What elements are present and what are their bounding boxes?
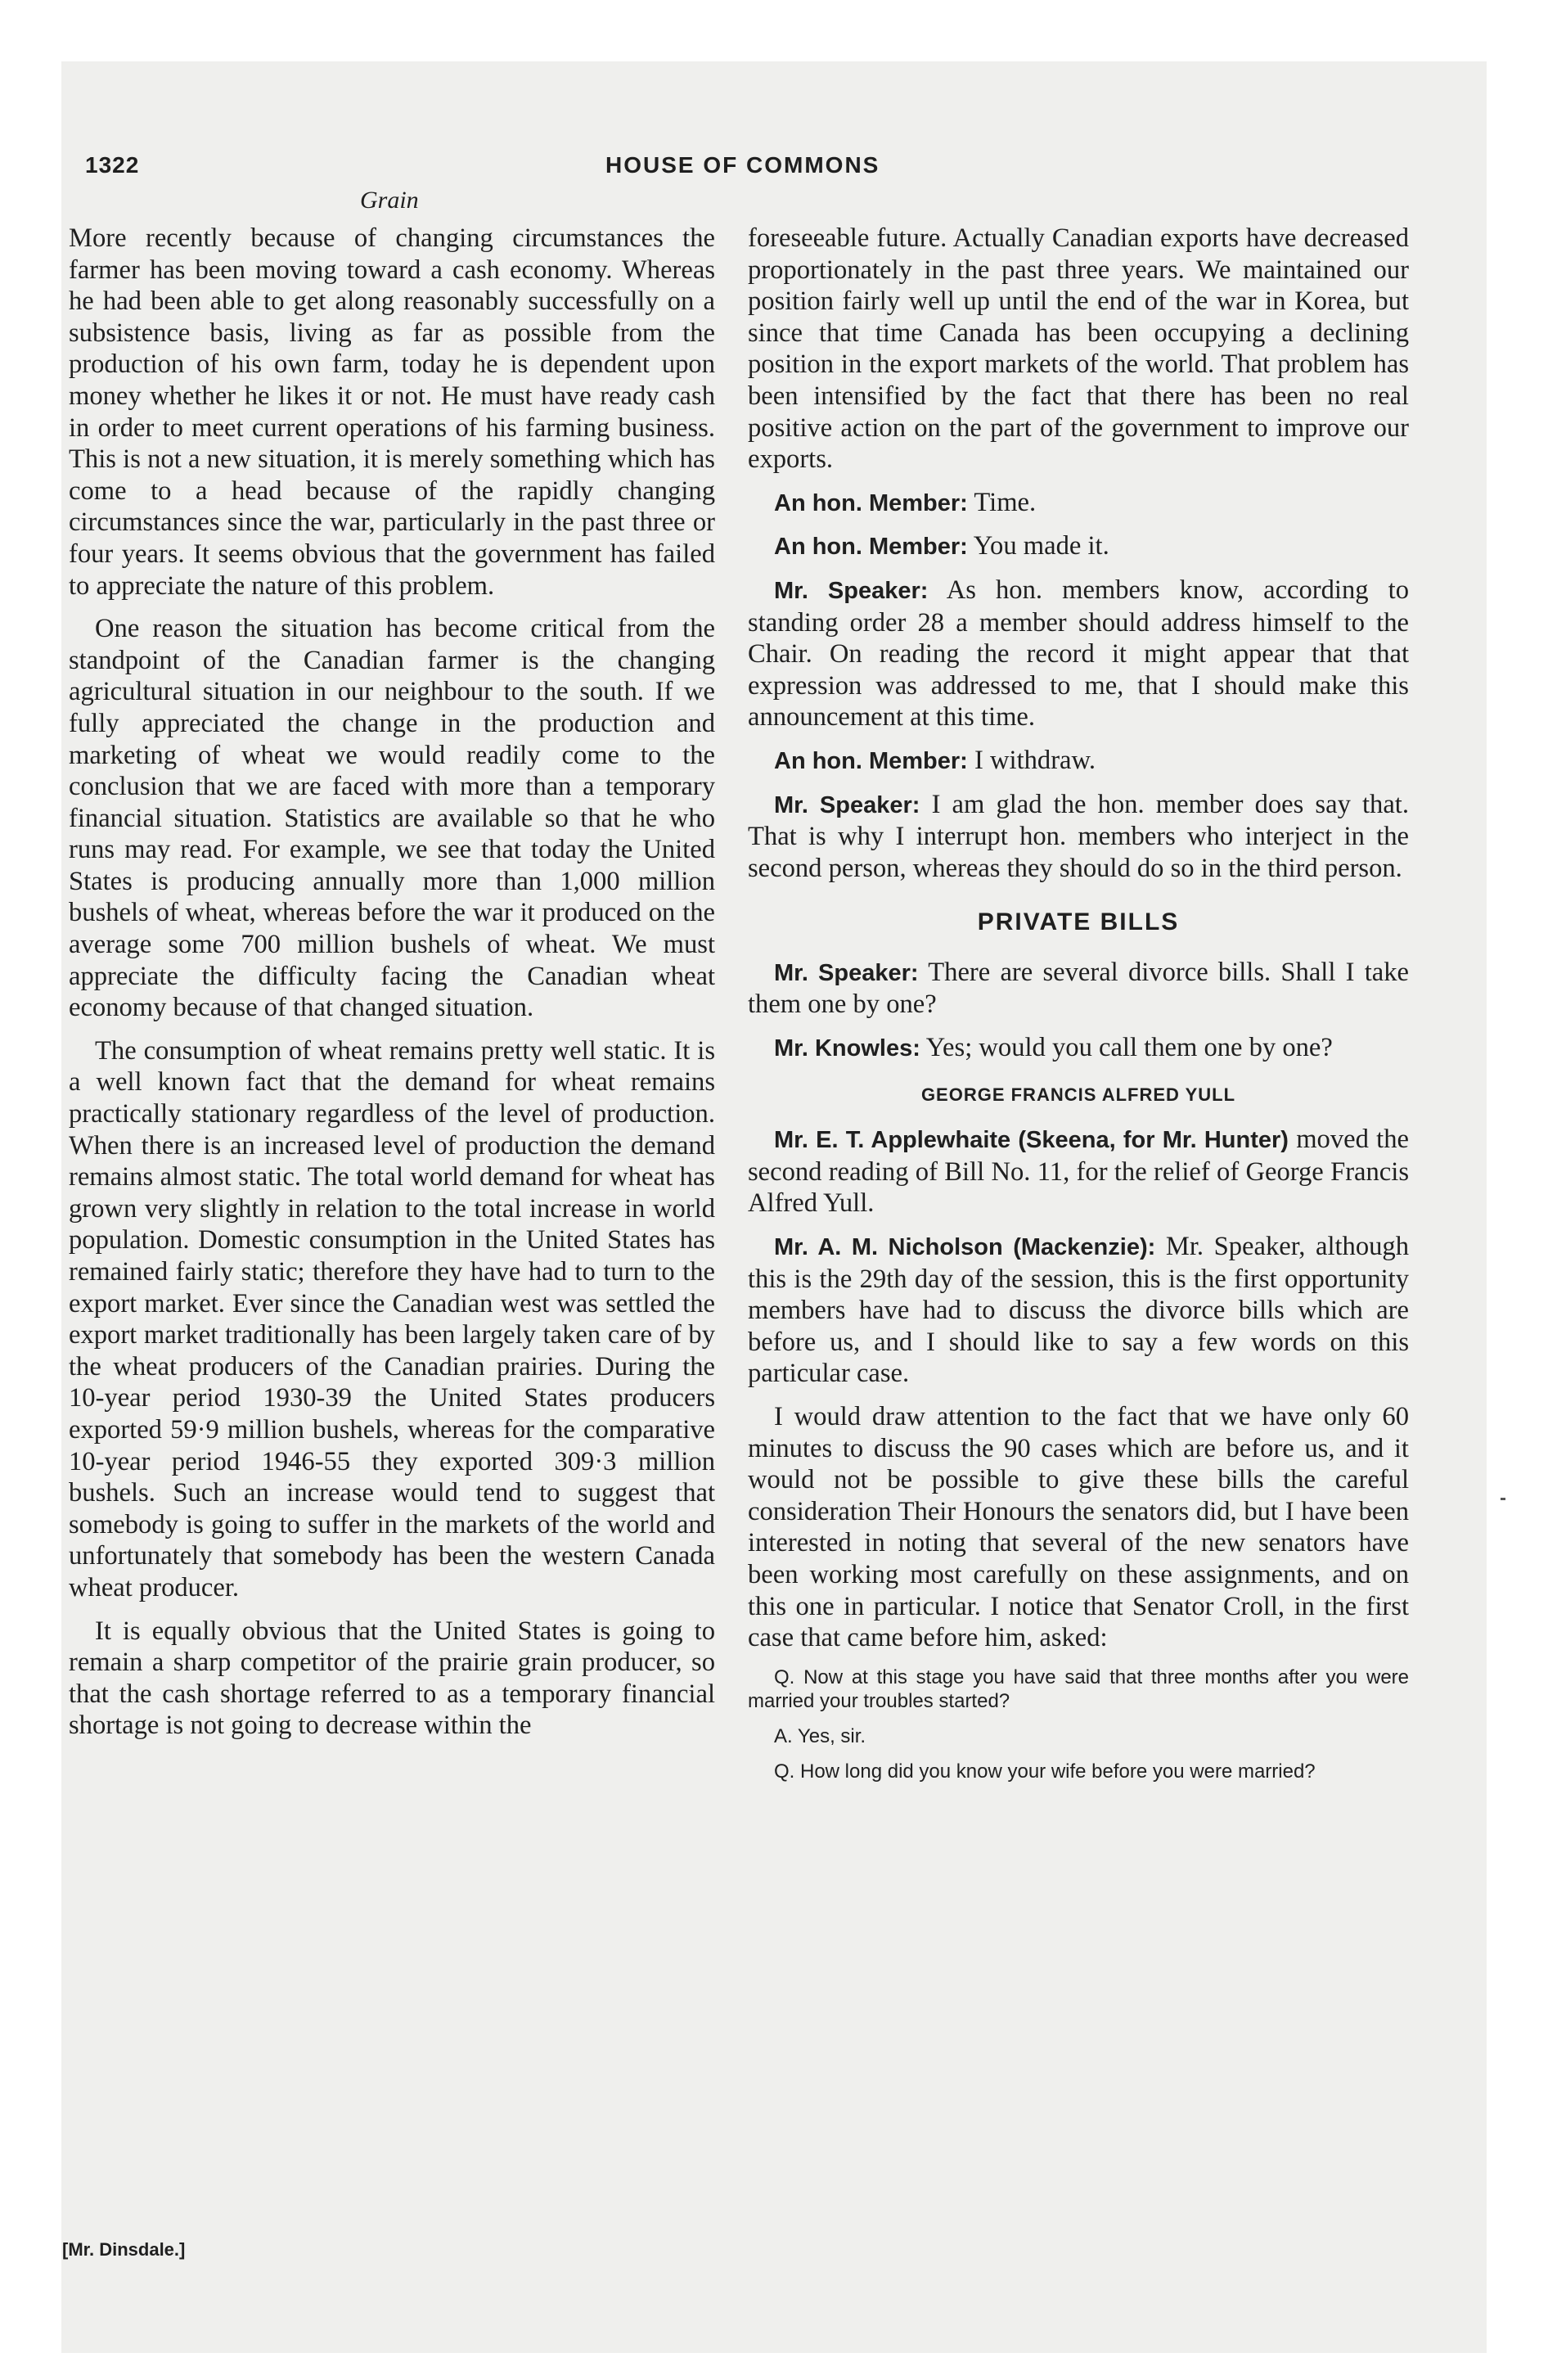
speech [748, 1124, 1409, 1219]
page-title: HOUSE OF COMMONS [605, 152, 880, 178]
paragraph: More recently because of changing circumstances the farmer has been moving toward a cash economy. Whereas he had been able to get along reasonably successfully on a subsistence basis, living as far as possible from the production of his own farm, today he is dependent upon money whether he likes it or not. He must have ready cash in order to meet current operations of his farming business. This is not a new situation, it is merely something which has come to a head because of the rapidly changing circumstances since the war, particularly in the past three or four years. It seems obvious that the government has failed to appreciate the nature of this problem. [69, 223, 715, 601]
speech [748, 487, 1409, 520]
speaker-name: Mr. Speaker: [774, 959, 919, 986]
running-subject: Grain [360, 187, 419, 214]
speaker-name: An hon. Member: [774, 747, 968, 774]
paragraph: One reason the situation has become critical from the standpoint of the Canadian farmer is the changing agricultural situation in our neighbour to the south. If we fully appreciated the change in the production and marketing of wheat we would readily come to the conclusion that we are faced with more than a temporary financial situation. Statistics are available so that he who runs may read. For example, we see that today the United States is producing annually more than 1,000 million bushels of wheat, whereas before the war it produced on the average some 700 million bushels of wheat. We must appreciate the difficulty facing the Canadian wheat economy because of that changed situation. [69, 614, 715, 1023]
speaker-name: An hon. Member: [774, 489, 968, 516]
speech-text: There are several divorce bills. Shall I take them one by one? [748, 957, 1409, 1020]
paragraph: It is equally obvious that the United States is going to remain a sharp competitor of the prairie grain producer, so that the cash shortage referred to as a temporary financial shortage is not going to decrease within the [69, 1616, 715, 1741]
section-heading: PRIVATE BILLS [977, 908, 1180, 936]
speech [748, 789, 1409, 885]
paragraph: foreseeable future. Actually Canadian exports have decreased proportionately in the past three years. We maintained our position fairly well up until the end of the war in Korea, but since that time Canada has been occupying a declining position in the export markets of the world. That problem has been intensified by the fact that there has been no real positive action on the part of the government to improve our exports. [748, 223, 1409, 475]
testimony-line: Q. How long did you know your wife before you were married? [774, 1760, 1316, 1783]
speech-text: Time. [974, 487, 1037, 517]
speech [748, 530, 1409, 563]
speaker-name: An hon. Member: [774, 534, 968, 561]
speech-text: As hon. members know, according to standing order 28 a member should address himself to the Chair. On reading the record it might appear that that expression was addressed to me, that I should make this announcement at this time. [748, 575, 1409, 732]
right-column [748, 223, 1409, 1795]
speaker-name: Mr. Speaker: [774, 577, 929, 604]
speech-text: I am glad the hon. member does say that. That is why I interrupt hon. members who interject in the second person, whereas they should do so in the third person. [748, 789, 1409, 883]
speech [748, 1231, 1409, 1390]
footer-speaker: [Mr. Dinsdale.] [62, 2239, 186, 2260]
speech [748, 745, 1409, 778]
bill-heading: GEORGE FRANCIS ALFRED YULL [920, 1084, 1236, 1105]
speaker-name: Mr. A. M. Nicholson (Mackenzie): [774, 1234, 1156, 1261]
testimony-line: Q. Now at this stage you have said that three months after you were married your troubles started? [748, 1666, 1409, 1712]
left-column [69, 223, 715, 1753]
speech-text: I withdraw. [974, 745, 1096, 775]
speech [748, 1032, 1409, 1065]
testimony-line: A. Yes, sir. [774, 1724, 866, 1747]
speaker-name: Mr. E. T. Applewhaite (Skeena, for Mr. Hunter) [774, 1127, 1289, 1154]
speech [748, 957, 1409, 1021]
paragraph: The consumption of wheat remains pretty well static. It is a well known fact that the demand for wheat remains practically stationary regardless of the level of production. When there is an increased level of production the demand remains almost static. The total world demand for wheat has grown very slightly in relation to the total increase in world population. Domestic consumption in the United States has remained fairly static; therefore they have had to turn to the export market. Ever since the Canadian west was settled the export market traditionally has been largely taken care of by the wheat producers of the Canadian prairies. During the 10-year period 1930-39 the United States producers exported 59·9 million bushels, whereas for the comparative 10-year period 1946-55 they exported 309·3 million bushels. Such an increase would tend to suggest that somebody is going to suffer in the markets of the world and unfortunately that somebody has been the western Canada wheat producer. [69, 1035, 715, 1602]
speech-text: Yes; would you call them one by one? [925, 1033, 1333, 1063]
speech-text: You made it. [973, 531, 1109, 561]
speech [748, 575, 1409, 733]
page-number: 1322 [85, 152, 140, 178]
speech-text: moved the second reading of Bill No. 11, for the relief of George Francis Alfred Yull. [748, 1125, 1409, 1219]
speaker-name: Mr. Knowles: [774, 1035, 920, 1062]
paragraph: I would draw attention to the fact that we have only 60 minutes to discuss the 90 cases which are before us, and it would not be possible to give these bills the careful consideration Their Honours the senators did, but I have been interested in noting that several of the new senators have been working most carefully on these assignments, and on this one in particular. I notice that Senator Croll, in the first case that came before him, asked: [748, 1402, 1409, 1653]
margin-mark [1501, 1498, 1505, 1500]
speech-text: Mr. Speaker, although this is the 29th day of the session, this is the first opportunity members have had to discuss the divorce bills which are before us, and I should like to say a few words on this particular case. [748, 1232, 1409, 1389]
speaker-name: Mr. Speaker: [774, 791, 920, 818]
